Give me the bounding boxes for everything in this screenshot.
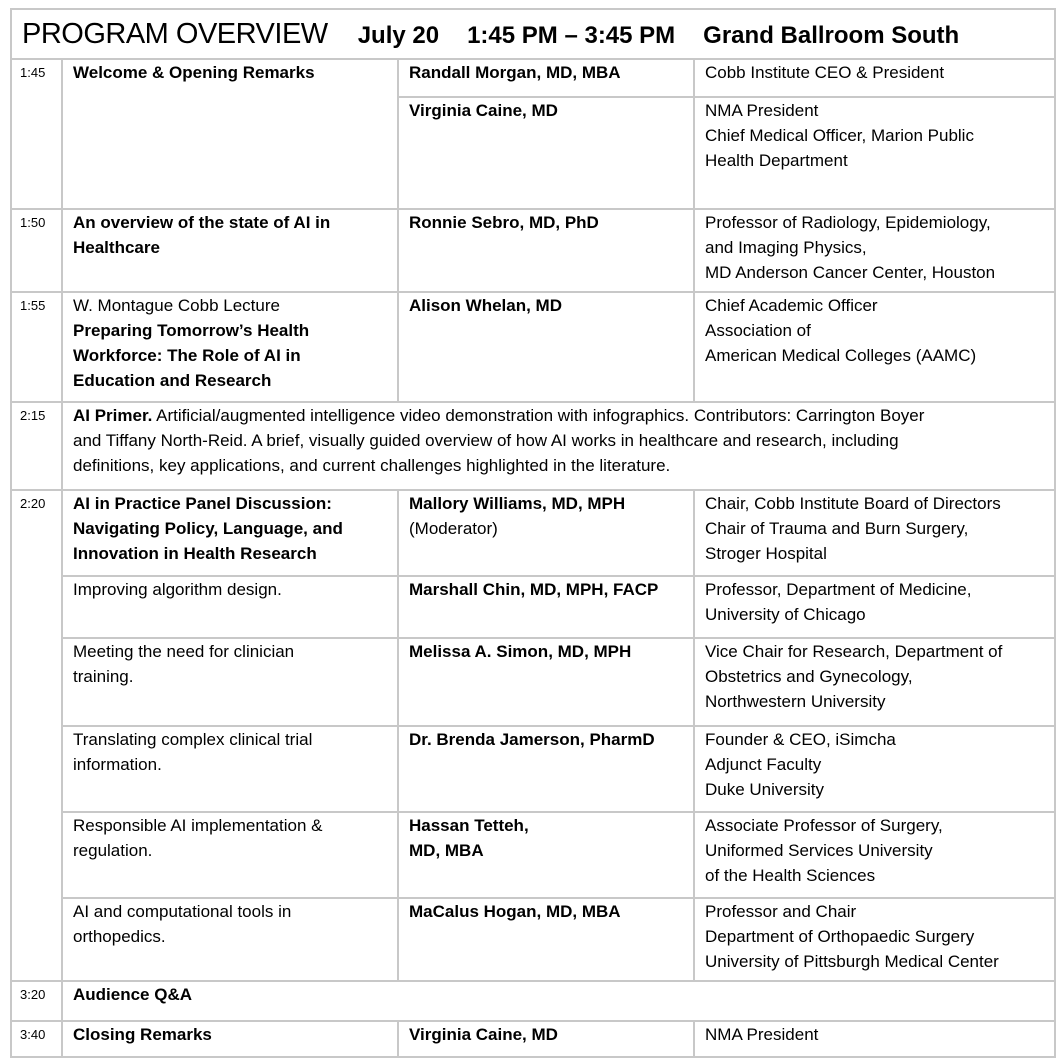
session-description [62, 402, 1055, 490]
agenda-row-ai-overview [11, 209, 1055, 292]
affiliation-line: Associate Professor of Surgery, [705, 816, 943, 835]
session-line: Navigating Policy, Language, and [73, 519, 343, 538]
affiliation-line: Chair of Trauma and Burn Surgery, [705, 519, 969, 538]
panel-topic [62, 726, 398, 812]
time-cell: 2:15 [11, 402, 62, 490]
affiliation-line: University of Pittsburgh Medical Center [705, 952, 999, 971]
lecture-name: W. Montague Cobb Lecture [73, 296, 280, 315]
panelist-row [11, 898, 1055, 981]
session-line: An overview of the state of AI in [73, 213, 331, 232]
topic-line: Translating complex clinical trial [73, 730, 313, 749]
description-line: Artificial/augmented intelligence video demonstration with infographics. Contributors: Carrington Boyer [152, 406, 925, 425]
program-overview [10, 8, 1054, 1058]
header-cell [11, 9, 1055, 59]
affiliation-line: MD Anderson Cancer Center, Houston [705, 263, 996, 282]
affiliation-line: Professor, Department of Medicine, [705, 580, 972, 599]
topic-line: information. [73, 755, 162, 774]
time-cell: 1:55 [11, 292, 62, 402]
affiliation [694, 97, 1055, 209]
program-table [10, 8, 1056, 1058]
panelist-row [11, 638, 1055, 726]
topic-line: training. [73, 667, 134, 686]
speaker-line: Marshall Chin, MD, MPH, FACP [409, 580, 659, 599]
affiliation-line: Stroger Hospital [705, 544, 827, 563]
affiliation [694, 59, 1055, 97]
page-title: PROGRAM OVERVIEW [22, 17, 328, 50]
affiliation-line: Uniformed Services University [705, 841, 933, 860]
affiliation-line: University of Chicago [705, 605, 866, 624]
affiliation-line: Chair, Cobb Institute Board of Directors [705, 494, 1001, 513]
speaker-name: Virginia Caine, MD [398, 97, 694, 209]
time-cell: 2:20 [11, 490, 62, 981]
affiliation-line: Professor and Chair [705, 902, 857, 921]
affiliation-line: Department of Orthopaedic Surgery [705, 927, 975, 946]
panel-topic [62, 898, 398, 981]
speaker-name [398, 576, 694, 638]
affiliation [694, 292, 1055, 402]
session-title: Closing Remarks [62, 1021, 398, 1057]
speaker-name [398, 726, 694, 812]
speaker-line: Mallory Williams, MD, MPH [409, 494, 626, 513]
panel-topic [62, 576, 398, 638]
affiliation [694, 726, 1055, 812]
affiliation-line: Duke University [705, 780, 825, 799]
session-line: Preparing Tomorrow’s Health [73, 321, 310, 340]
affiliation-line: NMA President [705, 1025, 819, 1044]
affiliation [694, 576, 1055, 638]
affiliation-line: of the Health Sciences [705, 866, 876, 885]
time-cell: 1:45 [11, 59, 62, 209]
affiliation-line: Adjunct Faculty [705, 755, 822, 774]
agenda-row-cobb-lecture [11, 292, 1055, 402]
description-line: definitions, key applications, and current challenges highlighted in the literature. [73, 456, 671, 475]
speaker-name [398, 490, 694, 576]
panelist-row [11, 576, 1055, 638]
speaker-name [398, 638, 694, 726]
session-line: Workforce: The Role of AI in [73, 346, 301, 365]
affiliation [694, 898, 1055, 981]
time-cell: 3:40 [11, 1021, 62, 1057]
event-date: July 20 [357, 21, 440, 49]
speaker-line: Melissa A. Simon, MD, MPH [409, 642, 632, 661]
agenda-row-welcome [11, 59, 1055, 97]
affiliation [694, 490, 1055, 576]
agenda-row-ai-primer [11, 402, 1055, 490]
topic-line: AI and computational tools in [73, 902, 292, 921]
session-title: Audience Q&A [62, 981, 1055, 1021]
panel-topic [62, 812, 398, 898]
speaker-line: MD, MBA [409, 841, 484, 860]
speaker-line: Dr. Brenda Jamerson, PharmD [409, 730, 655, 749]
panelist-row [11, 812, 1055, 898]
session-title [62, 209, 398, 292]
topic-line: regulation. [73, 841, 153, 860]
speaker-name: Randall Morgan, MD, MBA [398, 59, 694, 97]
session-line: Innovation in Health Research [73, 544, 317, 563]
affiliation-line: Cobb Institute CEO & President [705, 63, 945, 82]
panel-topic [62, 638, 398, 726]
description-line: and Tiffany North-Reid. A brief, visually guided overview of how AI works in healthcare and research, including [73, 431, 899, 450]
speaker-line: MaCalus Hogan, MD, MBA [409, 902, 621, 921]
affiliation-line: Chief Medical Officer, Marion Public [705, 126, 974, 145]
panelist-row [11, 726, 1055, 812]
speaker-line: Hassan Tetteh, [409, 816, 529, 835]
speaker-name: Virginia Caine, MD [398, 1021, 694, 1057]
header-row [11, 9, 1055, 59]
topic-line: Meeting the need for clinician [73, 642, 295, 661]
affiliation-line: Chief Academic Officer [705, 296, 878, 315]
speaker-name: Alison Whelan, MD [398, 292, 694, 402]
speaker-name [398, 812, 694, 898]
speaker-name: Ronnie Sebro, MD, PhD [398, 209, 694, 292]
session-lead: AI Primer. [73, 406, 153, 425]
affiliation-line: Association of [705, 321, 811, 340]
agenda-row-qa [11, 981, 1055, 1021]
affiliation-line: Northwestern University [705, 692, 886, 711]
topic-line: orthopedics. [73, 927, 166, 946]
agenda-row-panel [11, 490, 1055, 576]
affiliation-line: Founder & CEO, iSimcha [705, 730, 896, 749]
affiliation-line: and Imaging Physics, [705, 238, 867, 257]
session-title [62, 292, 398, 402]
session-line: Education and Research [73, 371, 272, 390]
session-line: AI in Practice Panel Discussion: [73, 494, 332, 513]
affiliation [694, 812, 1055, 898]
session-line: Healthcare [73, 238, 160, 257]
affiliation-line: Professor of Radiology, Epidemiology, [705, 213, 991, 232]
speaker-role: (Moderator) [409, 519, 498, 538]
session-title [62, 490, 398, 576]
topic-line: Responsible AI implementation & [73, 816, 323, 835]
affiliation [694, 209, 1055, 292]
event-location: Grand Ballroom South [703, 21, 960, 49]
affiliation [694, 638, 1055, 726]
event-time: 1:45 PM – 3:45 PM [467, 21, 676, 49]
time-cell: 3:20 [11, 981, 62, 1021]
affiliation-line: NMA President [705, 101, 819, 120]
affiliation-line: Health Department [705, 151, 848, 170]
topic-line: Improving algorithm design. [73, 580, 282, 599]
affiliation-line: Obstetrics and Gynecology, [705, 667, 913, 686]
speaker-name [398, 898, 694, 981]
time-cell: 1:50 [11, 209, 62, 292]
session-title: Welcome & Opening Remarks [62, 59, 398, 209]
affiliation-line: American Medical Colleges (AAMC) [705, 346, 977, 365]
affiliation-line: Vice Chair for Research, Department of [705, 642, 1003, 661]
